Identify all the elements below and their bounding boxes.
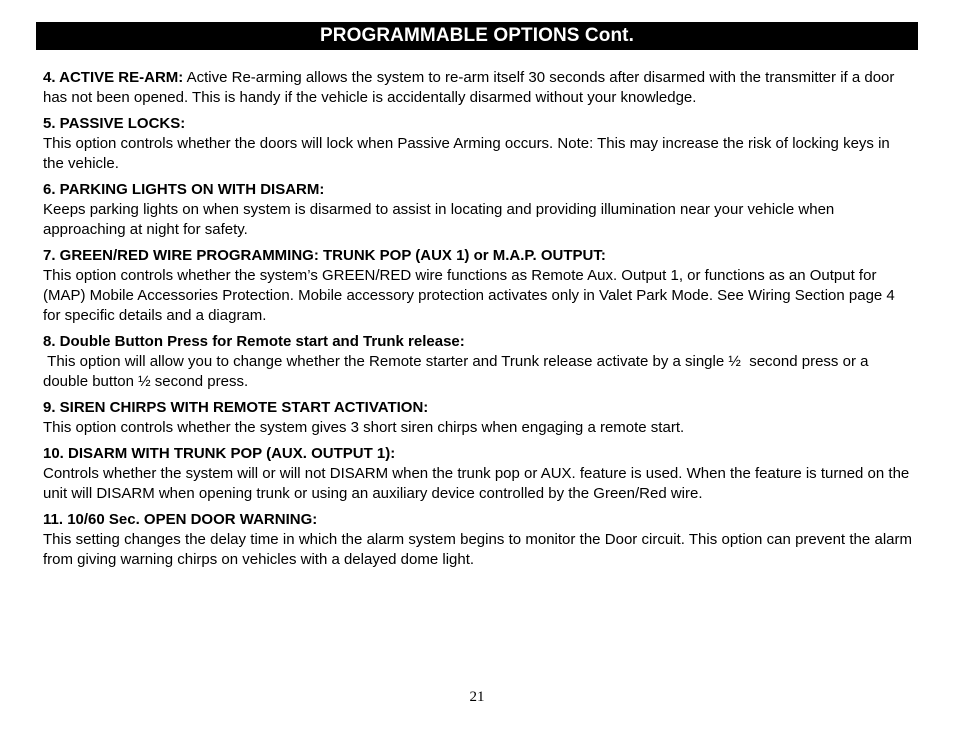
option-description: This option controls whether the system gives 3 short siren chirps when engaging a remote start. (43, 419, 685, 436)
option-heading: 5. PASSIVE LOCKS: (43, 115, 186, 132)
option-4-active-re-arm (43, 68, 912, 108)
option-5-passive-locks (43, 114, 912, 174)
option-heading: 7. GREEN/RED WIRE PROGRAMMING: TRUNK POP (AUX 1) or M.A.P. OUTPUT: (43, 247, 606, 264)
option-description: This option controls whether the doors will lock when Passive Arming occurs. Note: This may increase the risk of locking keys in the vehicle. (43, 135, 890, 172)
option-6-parking-lights (43, 180, 912, 240)
option-description: Keeps parking lights on when system is disarmed to assist in locating and providing illumination near your vehicle when approaching at night for safety. (43, 201, 835, 238)
option-description: This option controls whether the system’s GREEN/RED wire functions as Remote Aux. Output 1, or functions as an Output for (MAP) Mobile Accessories Protection. Mobile accessory protection activates only in Valet Park Mode. See Wiring Section page 4 for specific details and a diagram. (43, 267, 895, 324)
option-description: Controls whether the system will or will not DISARM when the trunk pop or AUX. feature is used. When the feature is turned on the unit will DISARM when opening trunk or using an auxiliary device controlled by the Green/Red wire. (43, 465, 910, 502)
options-content (43, 68, 912, 576)
option-heading: 9. SIREN CHIRPS WITH REMOTE START ACTIVATION: (43, 399, 429, 416)
page-number: 21 (469, 689, 485, 705)
option-description: This setting changes the delay time in which the alarm system begins to monitor the Door circuit. This option can prevent the alarm from giving warning chirps on vehicles with a delayed dome light. (43, 531, 912, 568)
option-heading: 10. DISARM WITH TRUNK POP (AUX. OUTPUT 1): (43, 445, 396, 462)
page-title: PROGRAMMABLE OPTIONS Cont. (320, 25, 634, 46)
option-description: This option will allow you to change whether the Remote starter and Trunk release activate by a single ½ second press or a double button ½ second press. (43, 353, 873, 390)
option-10-disarm-with-trunk-pop (43, 444, 912, 504)
option-9-siren-chirps (43, 398, 912, 438)
option-description: Active Re-arming allows the system to re-arm itself 30 seconds after disarmed with the transmitter if a door has not been opened. This is handy if the vehicle is accidentally disarmed without your knowledge. (43, 69, 895, 106)
option-heading: 8. Double Button Press for Remote start and Trunk release: (43, 333, 465, 350)
option-heading: 11. 10/60 Sec. OPEN DOOR WARNING: (43, 511, 318, 528)
option-11-open-door-warning (43, 510, 912, 570)
header-bar (36, 22, 918, 50)
option-heading: 4. ACTIVE RE-ARM: (43, 69, 184, 86)
option-7-green-red-wire (43, 246, 912, 326)
option-heading: 6. PARKING LIGHTS ON WITH DISARM: (43, 181, 325, 198)
option-8-double-button-press (43, 332, 912, 392)
